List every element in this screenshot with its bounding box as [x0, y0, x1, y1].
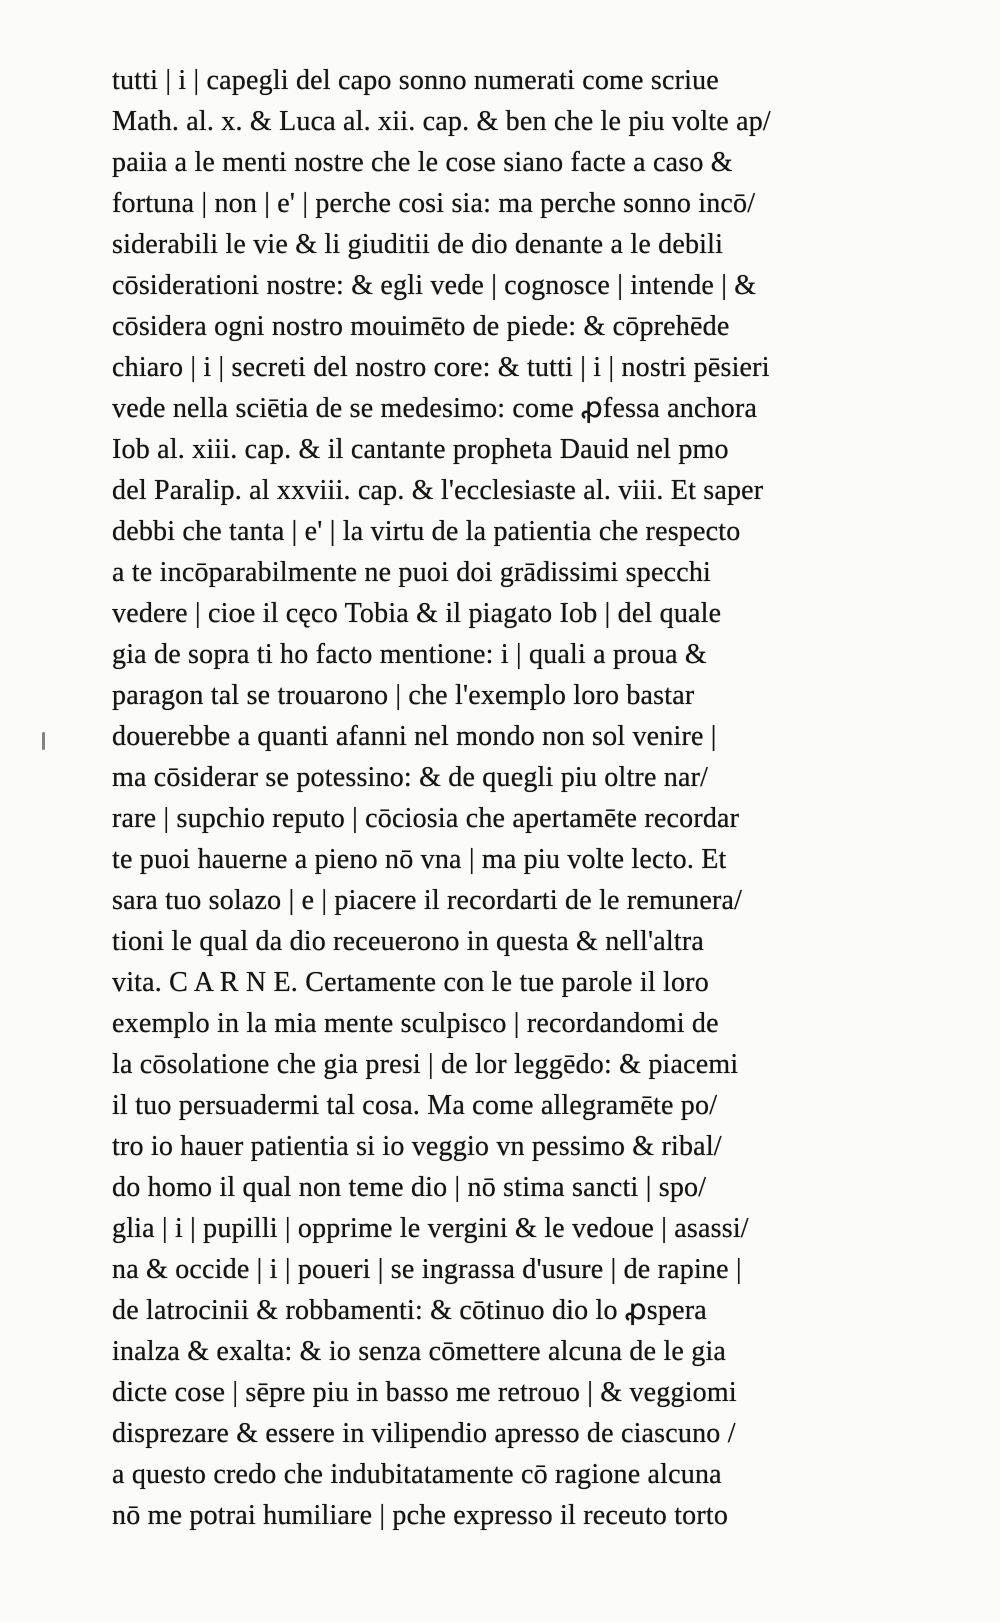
- text-line-31: de latrocinii & robbamenti: & cōtinuo dio lo ꝓspera: [112, 1295, 707, 1326]
- text-line-22: tioni le qual da dio receuerono in questa & nell'altra: [112, 926, 704, 957]
- text-line-2: Math. al. x. & Luca al. xii. cap. & ben che le piu volte ap/: [112, 106, 771, 137]
- text-line-10: Iob al. xiii. cap. & il cantante propheta Dauid nel pmo: [112, 434, 729, 465]
- text-line-23: vita. C A R N E. Certamente con le tue parole il loro: [112, 967, 709, 998]
- text-line-8: chiaro | i | secreti del nostro core: & tutti | i | nostri pēsieri: [112, 352, 770, 383]
- text-line-12: debbi che tanta | e' | la virtu de la patientia che respecto: [112, 516, 741, 547]
- text-line-33: dicte cose | sēpre piu in basso me retrouo | & veggiomi: [112, 1377, 737, 1408]
- text-line-36: nō me potrai humiliare | pche expresso il receuto torto: [112, 1500, 729, 1531]
- text-line-20: te puoi hauerne a pieno nō vna | ma piu volte lecto. Et: [112, 844, 727, 875]
- text-line-24: exemplo in la mia mente sculpisco | recordandomi de: [112, 1008, 719, 1039]
- text-line-11: del Paralip. al xxviii. cap. & l'ecclesiaste al. viii. Et saper: [112, 475, 764, 506]
- text-line-6: cōsiderationi nostre: & egli vede | cognosce | intende | &: [112, 270, 757, 301]
- text-line-27: tro io hauer patientia si io veggio vn pessimo & ribal/: [112, 1131, 722, 1162]
- text-line-17: douerebbe a quanti afanni nel mondo non sol venire |: [112, 721, 717, 752]
- text-line-18: ma cōsiderar se potessino: & de quegli piu oltre nar/: [112, 762, 709, 793]
- text-line-15: gia de sopra ti ho facto mentione: i | quali a proua &: [112, 639, 707, 670]
- text-line-34: disprezare & essere in vilipendio apresso de ciascuno /: [112, 1418, 736, 1449]
- text-line-35: a questo credo che indubitatamente cō ragione alcuna: [112, 1459, 722, 1490]
- text-line-3: paiia a le menti nostre che le cose siano facte a caso &: [112, 147, 733, 178]
- text-line-1: tutti | i | capegli del capo sonno numerati come scriue: [112, 65, 719, 96]
- text-line-9: vede nella sciētia de se medesimo: come ꝓfessa anchora: [112, 393, 758, 424]
- text-line-19: rare | supchio reputo | cōciosia che apertamēte recordar: [112, 803, 740, 834]
- text-line-29: glia | i | pupilli | opprime le vergini & le vedoue | asassi/: [112, 1213, 749, 1244]
- text-line-16: paragon tal se trouarono | che l'exemplo loro bastar: [112, 680, 695, 711]
- text-line-4: fortuna | non | e' | perche cosi sia: ma perche sonno incō/: [112, 188, 756, 219]
- text-line-13: a te incōparabilmente ne puoi doi grādissimi specchi: [112, 557, 712, 588]
- margin-mark: [42, 732, 45, 750]
- text-line-7: cōsidera ogni nostro mouimēto de piede: & cōprehēde: [112, 311, 730, 342]
- text-line-26: il tuo persuadermi tal cosa. Ma come allegramēte po/: [112, 1090, 718, 1121]
- text-line-21: sara tuo solazo | e | piacere il recordarti de le remunera/: [112, 885, 743, 916]
- text-line-25: la cōsolatione che gia presi | de lor leggēdo: & piacemi: [112, 1049, 739, 1080]
- page-text: [112, 62, 940, 1582]
- text-line-5: siderabili le vie & li giuditii de dio denante a le debili: [112, 229, 724, 260]
- text-line-32: inalza & exalta: & io senza cōmettere alcuna de le gia: [112, 1336, 727, 1367]
- text-line-30: na & occide | i | poueri | se ingrassa d'usure | de rapine |: [112, 1254, 742, 1285]
- text-line-28: do homo il qual non teme dio | nō stima sancti | spo/: [112, 1172, 707, 1203]
- text-line-14: vedere | cioe il cęco Tobia & il piagato Iob | del quale: [112, 598, 722, 629]
